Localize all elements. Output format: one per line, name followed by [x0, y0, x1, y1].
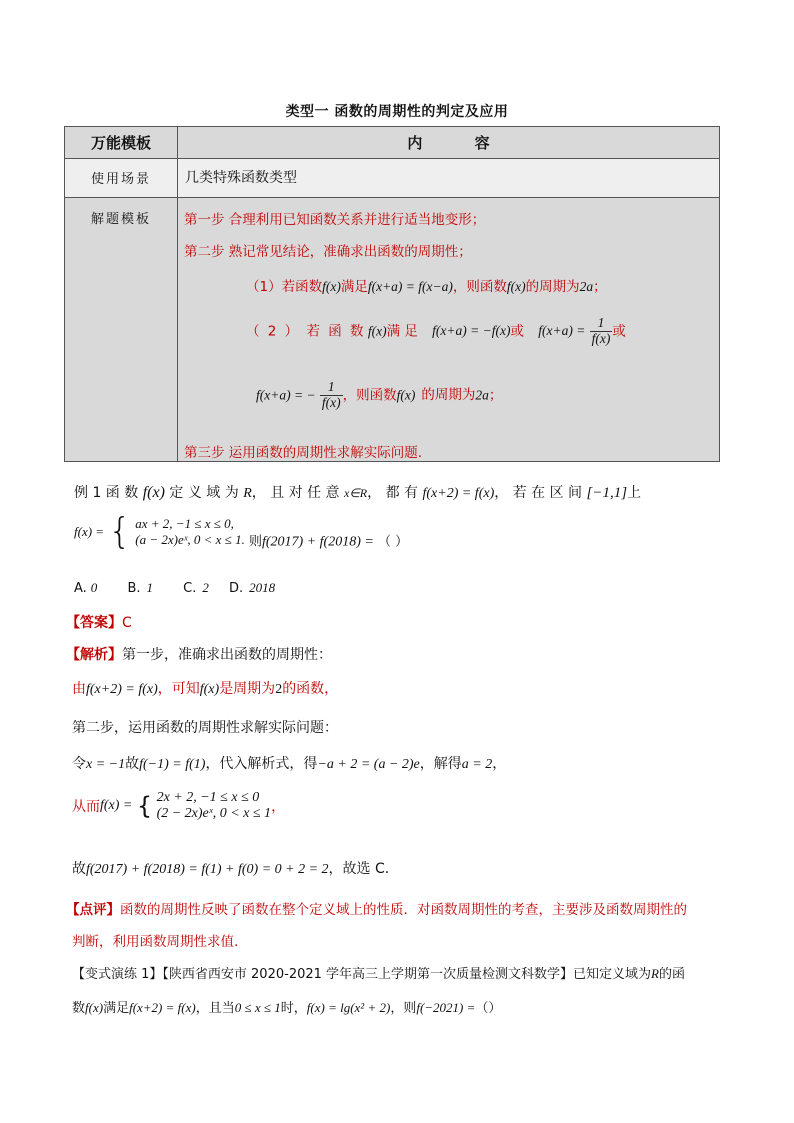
scene-label-text: 使用场景 — [90, 172, 151, 187]
example-R: R — [243, 486, 252, 501]
variant-l2-paren: （） — [475, 1001, 502, 1016]
analysis-a-fx: f(x) — [199, 682, 220, 697]
variant-text-1: 已知定义域为 — [573, 967, 652, 982]
example-text-f: 上 — [627, 485, 642, 501]
comment-line-2: 判断，利用函数周期性求值. — [72, 934, 239, 950]
example-fx: f(x) — [142, 484, 165, 501]
conclusion-1-prefix: （1）若函数 — [246, 279, 323, 295]
frac-numerator: 1 — [590, 316, 613, 332]
conclusion-1-eq: f(x+a) = f(x−a) — [367, 279, 453, 294]
brace-icon: { — [108, 511, 132, 552]
analysis-c-cases — [157, 790, 272, 822]
analysis-b-sub: ，代入解析式，得 — [205, 756, 318, 772]
example-options — [74, 580, 275, 596]
variant-l2-c: ，且当 — [195, 1001, 235, 1016]
conclusion-2-or1: 或 — [510, 323, 524, 340]
conclusion-2-fx: f(x) — [367, 323, 387, 339]
example-paren: （ ） — [377, 534, 409, 550]
example-xr: x∈R — [344, 486, 368, 500]
analysis-b-eq2: −a + 2 = (a − 2)e — [317, 757, 420, 772]
variant-text-1b: 的函 — [659, 967, 686, 982]
example-line-1 — [74, 482, 641, 502]
variant-l2-def: f(x) = lg(x² + 2) — [306, 1000, 391, 1015]
analysis-a-eq: f(x+2) = f(x) — [86, 682, 158, 697]
variant-label: 【变式演练 1】 — [72, 967, 163, 982]
conclusion-1-fx: f(x) — [322, 279, 341, 294]
example-line-2 — [74, 511, 409, 552]
conclusion-2-period: 的周期为 — [421, 387, 476, 404]
analysis-line-3: 第二步，运用函数的周期性求解实际问题： — [72, 720, 338, 736]
frac3-denominator: f(x) — [321, 394, 341, 410]
analysis-b-pre: 令 — [72, 756, 86, 772]
comment-text-1: 函数的周期性反映了函数在整个定义域上的性质．对函数周期性的考查，主要涉及函数周期性的 — [120, 902, 687, 918]
analysis-line-4 — [72, 753, 506, 773]
option-c-label: C. — [183, 581, 197, 596]
variant-l2-q: f(−2021) = — [416, 1000, 476, 1015]
example-case-1: ax + 2, −1 ≤ x ≤ 0, — [135, 516, 234, 531]
conclusion-1-2a: 2a — [579, 279, 594, 294]
conclusion-2-eq3-lhs: f(x+a) = − — [256, 387, 316, 403]
option-d-value: 2018 — [249, 580, 276, 595]
analysis-label: 【解析】 — [66, 647, 122, 663]
variant-line-2 — [72, 997, 501, 1016]
analysis-b-a: a = 2 — [461, 757, 493, 772]
analysis-a-mid: ，可知 — [157, 681, 200, 697]
example-text-d: ， 都 有 — [367, 485, 419, 501]
conclusion-2-fx3: f(x) — [396, 387, 416, 403]
comment-line-1 — [66, 898, 687, 918]
analysis-b-mid: 故 — [125, 756, 140, 772]
conclusion-1-end: ； — [593, 279, 607, 295]
option-d-label: D. — [229, 581, 244, 596]
conclusion-2-eq1: f(x+a) = −f(x) — [432, 323, 511, 339]
analysis-d-pre: 故 — [72, 861, 86, 877]
analysis-a-post: 是周期为 — [219, 681, 276, 697]
analysis-c-pre: 从而 — [72, 799, 100, 815]
conclusion-1-then: ，则函数 — [452, 279, 507, 295]
answer-label: 【答案】 — [66, 615, 122, 631]
step-2: 第二步 熟记常见结论，准确求出函数的周期性； — [184, 244, 472, 260]
analysis-a-2: 2 — [275, 682, 283, 697]
header-template: 万能模板 — [65, 127, 178, 159]
example-interval: [−1,1] — [586, 485, 628, 501]
analysis-b-end: ， — [492, 756, 507, 772]
comment-label: 【点评】 — [66, 902, 120, 918]
example-label: 例 1 函 数 — [74, 485, 139, 501]
conclusion-2-frac — [590, 316, 613, 347]
example-text-c: ， 且 对 任 意 — [251, 485, 340, 501]
scene-value-text: 几类特殊函数类型 — [185, 170, 297, 186]
conclusion-2 — [246, 316, 626, 347]
option-b-label: B. — [127, 581, 141, 596]
steps-label — [65, 198, 178, 462]
conclusion-1 — [246, 275, 607, 295]
analysis-b-solve: ，解得 — [419, 756, 462, 772]
steps-label-text: 解题模板 — [90, 212, 151, 227]
analysis-c-case-1: 2x + 2, −1 ≤ x ≤ 0 — [156, 790, 260, 805]
scene-row — [65, 159, 720, 198]
analysis-d-end: ，故选 C. — [328, 861, 390, 877]
frac-denominator: f(x) — [591, 330, 611, 346]
example-case-2: (a − 2x)eˣ, 0 < x ≤ 1. — [135, 532, 245, 547]
option-c-value: 2 — [202, 580, 209, 595]
analysis-b-eq: f(−1) = f(1) — [139, 757, 206, 772]
analysis-a-pre: 由 — [72, 681, 86, 697]
option-b-value: 1 — [146, 580, 153, 595]
analysis-a-end: 的函数， — [282, 681, 339, 697]
conclusion-2-2a: 2a — [475, 387, 489, 403]
step-3: 第三步 运用函数的周期性求解实际问题. — [184, 445, 423, 461]
conclusion-1-fx2: f(x) — [506, 279, 526, 294]
variant-l2-range: 0 ≤ x ≤ 1 — [234, 1000, 281, 1015]
header-content: 内 容 — [178, 127, 720, 159]
conclusion-2-then: ，则函数 — [342, 387, 397, 404]
analysis-line-5 — [72, 790, 285, 822]
example-piecewise-cases — [135, 516, 245, 548]
example-piecewise-fx: f(x) = — [74, 524, 105, 539]
example-then: 则 — [248, 534, 262, 550]
variant-line-1 — [72, 963, 685, 982]
analysis-d-eq: f(2017) + f(2018) = f(1) + f(0) = 0 + 2 = 2 — [86, 862, 329, 877]
section-title: 类型一 函数的周期性的判定及应用 — [285, 104, 509, 120]
variant-R: R — [651, 966, 659, 981]
conclusion-1-mid: 满足 — [340, 279, 368, 295]
variant-l2-d: 时， — [280, 1001, 307, 1016]
analysis-b-x: x = −1 — [86, 757, 126, 772]
variant-l2-b: 满足 — [103, 1001, 130, 1016]
conclusion-2-or2: 或 — [612, 323, 626, 340]
conclusion-2-end: ； — [488, 387, 503, 404]
option-a-value: 0 — [90, 580, 98, 595]
example-text-b: 定 义 域 为 — [169, 485, 239, 501]
scene-label — [65, 159, 178, 198]
analysis-step-1: 第一步，准确求出函数的周期性： — [122, 647, 332, 663]
scene-value — [178, 159, 720, 198]
conclusion-2-cont — [256, 380, 502, 411]
conclusion-1-period: 的周期为 — [525, 279, 580, 295]
conclusion-2-eq2-lhs: f(x+a) = — [538, 323, 586, 339]
table-header-row — [65, 127, 720, 159]
variant-l2-fx: f(x) — [85, 1000, 104, 1015]
analysis-line-6 — [72, 858, 389, 878]
frac3-numerator: 1 — [320, 380, 343, 396]
answer-value: C — [122, 615, 132, 631]
example-eq: f(x+2) = f(x) — [422, 486, 495, 501]
variant-l2-e: ，则 — [390, 1001, 417, 1016]
answer-line — [66, 612, 132, 632]
conclusion-2-frac3 — [320, 380, 343, 411]
variant-l2-a: 数 — [72, 1001, 86, 1016]
analysis-c-end: ， — [271, 799, 286, 815]
variant-source: 【陕西省西安市 2020-2021 学年高三上学期第一次质量检测文科数学】 — [162, 967, 574, 982]
analysis-c-fx: f(x) = — [100, 798, 133, 813]
analysis-c-case-2: (2 − 2x)eˣ, 0 < x ≤ 1 — [156, 806, 272, 821]
conclusion-2-prefix: （ 2 ） 若 函 数 — [246, 323, 364, 340]
analysis-line-2 — [72, 678, 338, 698]
variant-l2-eq: f(x+2) = f(x) — [129, 1000, 196, 1015]
step-1: 第一步 合理利用已知函数关系并进行适当地变形； — [184, 212, 486, 228]
brace-icon: { — [136, 792, 153, 820]
analysis-line-1 — [66, 644, 332, 664]
conclusion-2-mid: 满 足 — [386, 323, 418, 340]
example-text-e: ， 若 在 区 间 — [494, 485, 583, 501]
option-a-label: A. — [74, 581, 87, 596]
example-expr: f(2017) + f(2018) = — [261, 534, 374, 550]
